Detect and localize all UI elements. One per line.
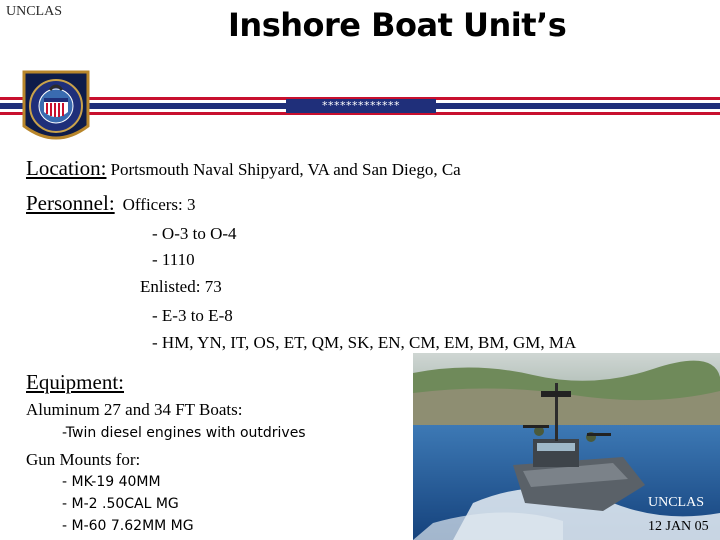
gun-item: - M-60 7.62MM MG — [62, 518, 194, 534]
gun-item: - MK-19 40MM — [62, 474, 161, 490]
enlisted-count: Enlisted: 73 — [140, 277, 222, 296]
enlisted-item: - HM, YN, IT, OS, ET, QM, SK, EN, CM, EM, BM, GM, MA — [152, 333, 577, 352]
boats-detail: -Twin diesel engines with outdrives — [62, 425, 306, 441]
classification-bottom: UNCLAS — [648, 495, 705, 510]
officer-item: - 1110 — [152, 250, 195, 269]
location-label: Location: — [26, 156, 107, 180]
gun-mounts-line: Gun Mounts for: — [26, 450, 141, 469]
location-line — [26, 156, 461, 181]
boats-line: Aluminum 27 and 34 FT Boats: — [26, 400, 243, 419]
equipment-label: Equipment: — [26, 370, 124, 394]
personnel-line — [26, 191, 196, 216]
location-value: Portsmouth Naval Shipyard, VA and San Diego, Ca — [110, 160, 461, 179]
officer-item: - O-3 to O-4 — [152, 224, 237, 243]
coastal-warfare-emblem-icon — [20, 68, 92, 150]
patrol-boat-photo — [413, 353, 720, 540]
classification-top: UNCLAS — [6, 4, 63, 19]
banner-stars: ************* — [286, 99, 436, 113]
slide-date: 12 JAN 05 — [648, 519, 709, 534]
enlisted-item: - E-3 to E-8 — [152, 306, 233, 325]
officers-count: Officers: 3 — [122, 195, 196, 214]
gun-item: - M-2 .50CAL MG — [62, 496, 179, 512]
personnel-label: Personnel: — [26, 191, 115, 215]
slide-title: Inshore Boat Unit’s — [228, 6, 567, 44]
